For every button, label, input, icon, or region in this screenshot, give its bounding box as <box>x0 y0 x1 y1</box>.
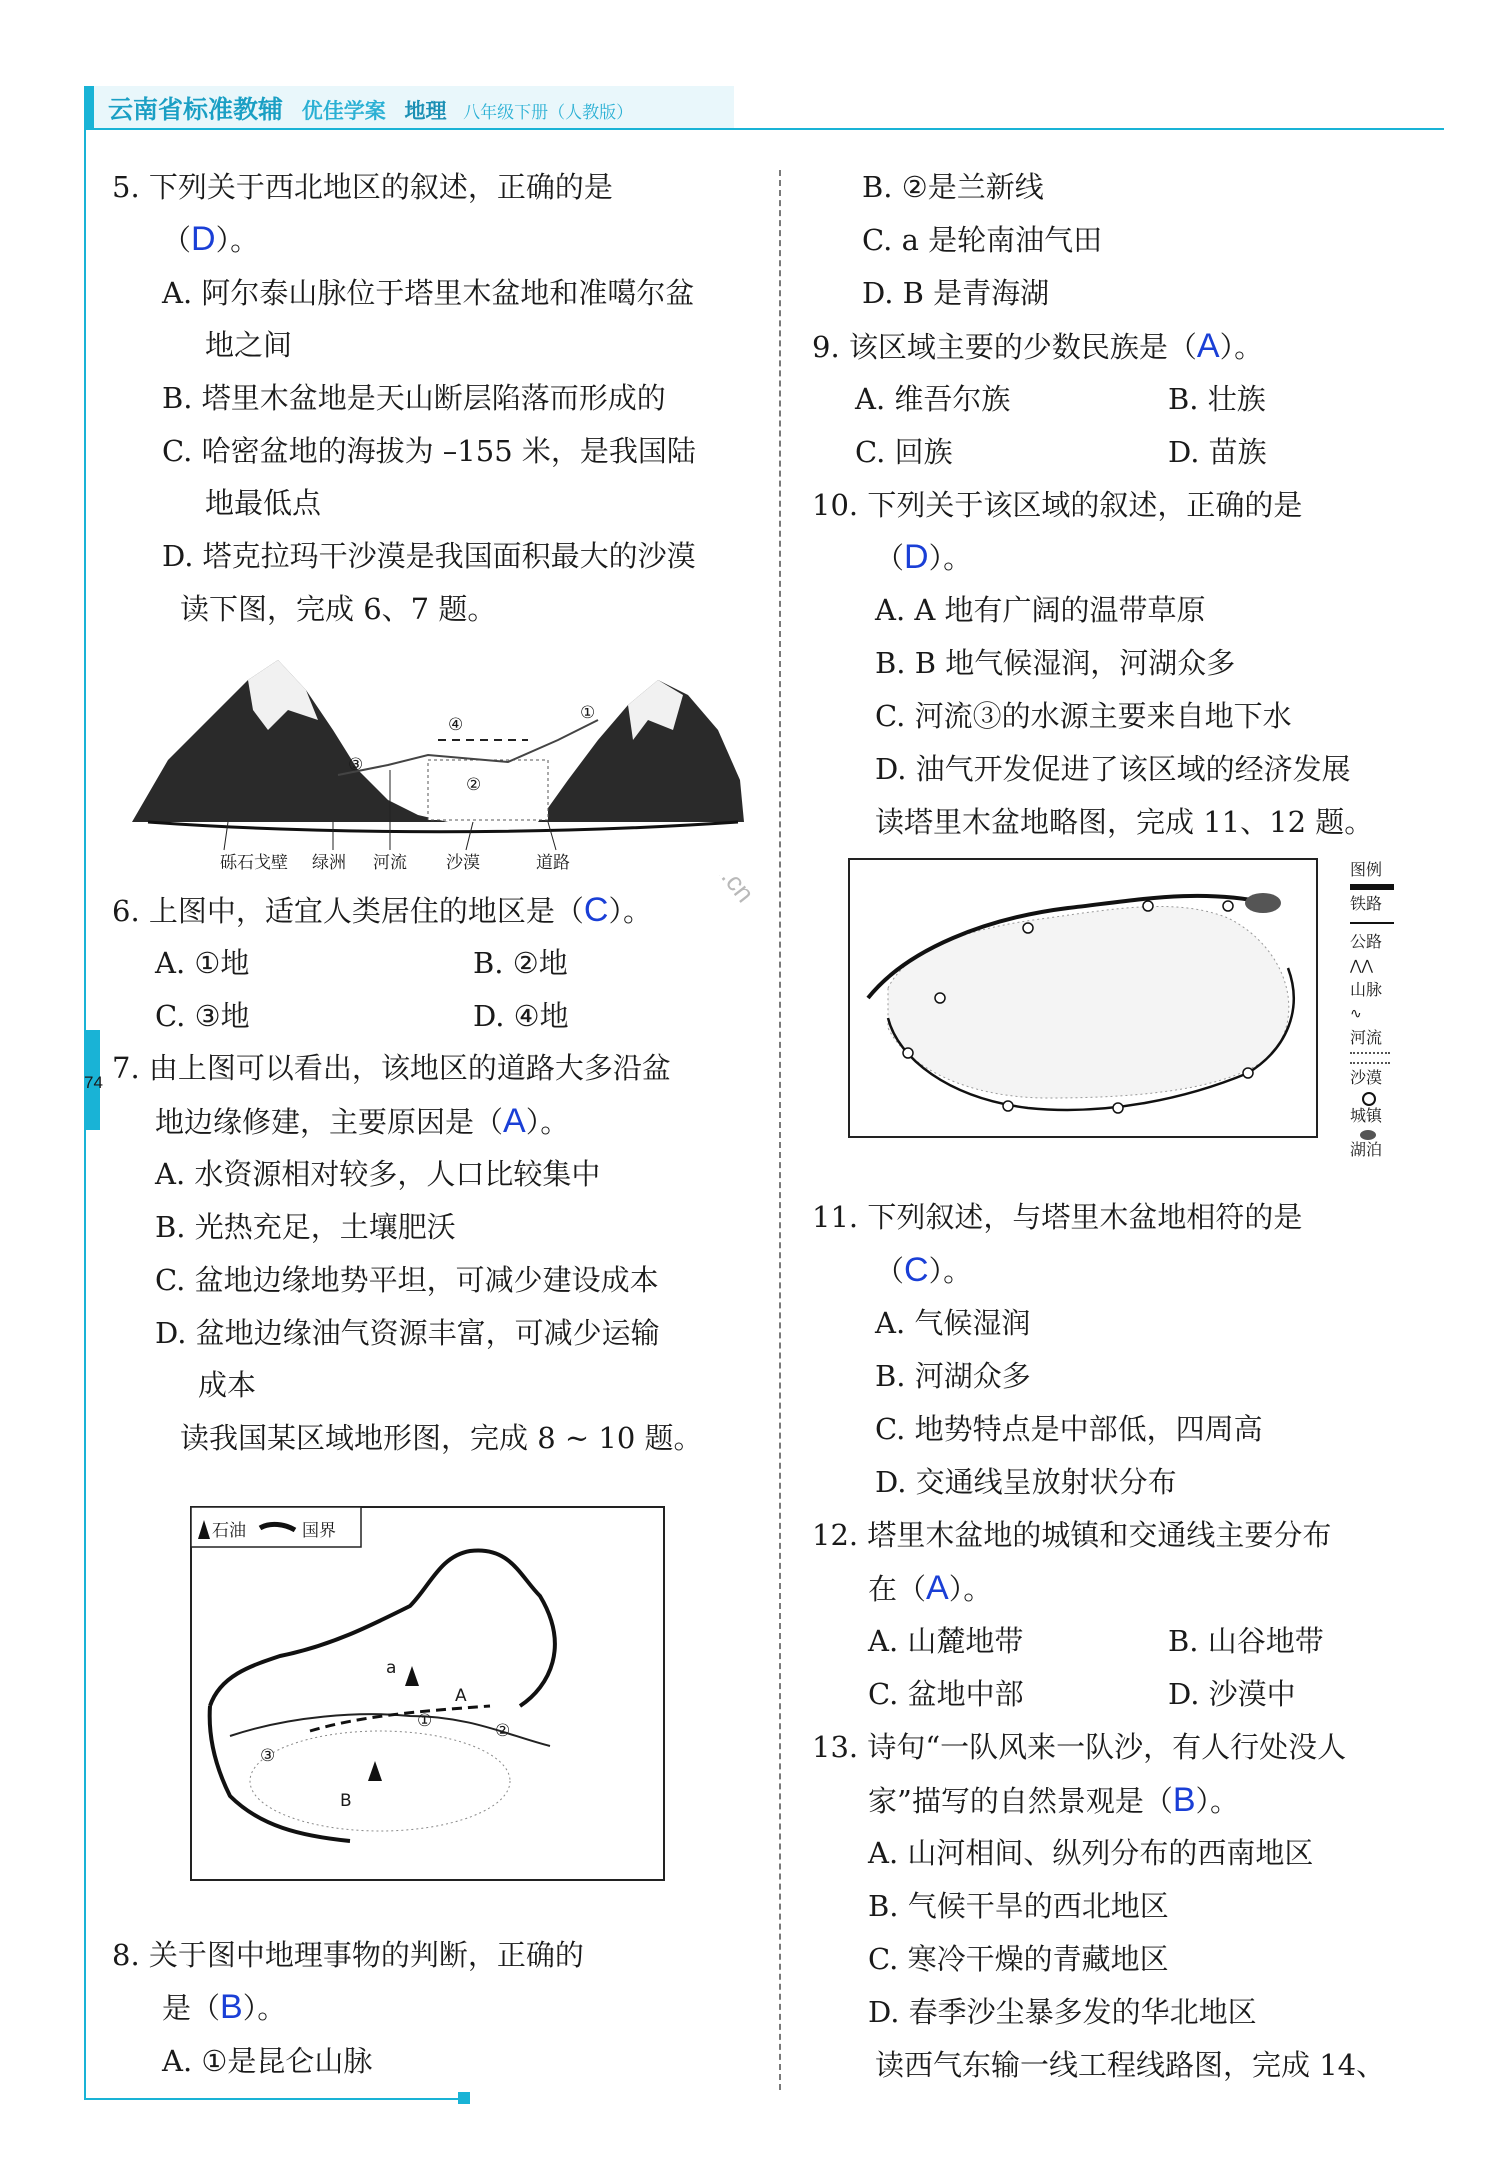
q10-option-d: D. 油气开发促进了该区域的经济发展 <box>875 752 1351 786</box>
q10-answer-line: （D）。 <box>875 538 973 576</box>
town-marker <box>1023 923 1033 933</box>
legend-title: 图例 <box>1350 860 1383 879</box>
q6-option-a: A. ①地 <box>155 946 250 980</box>
landscape-figure <box>128 650 748 875</box>
q7-option-a: A. 水资源相对较多，人口比较集中 <box>155 1157 601 1191</box>
legend-oil: 石油 <box>212 1521 246 1541</box>
q11-option-a: A. 气候湿润 <box>875 1306 1031 1340</box>
q8-option-c: C. a 是轮南油气田 <box>862 223 1103 257</box>
q10-answer: D <box>904 538 929 576</box>
label-road: 道路 <box>536 853 570 873</box>
read-instruction-2: 读我国某区域地形图，完成 8 ~ 10 题。 <box>180 1421 703 1455</box>
label-oasis: 绿洲 <box>312 853 346 873</box>
q5-option-a: A. 阿尔泰山脉位于塔里木盆地和准噶尔盆 <box>162 276 695 310</box>
marker-2-map: ② <box>495 1721 511 1741</box>
town-marker <box>1223 901 1233 911</box>
label-desert: 沙漠 <box>446 853 480 873</box>
q8-option-b: B. ②是兰新线 <box>862 170 1044 204</box>
legend-border: 国界 <box>302 1521 336 1541</box>
q6-option-b: B. ②地 <box>473 946 568 980</box>
q7-option-c: C. 盆地边缘地势平坦，可减少建设成本 <box>155 1263 659 1297</box>
q10-option-c: C. 河流③的水源主要来自地下水 <box>875 699 1292 733</box>
label-big-b: B <box>340 1791 352 1811</box>
q12-option-b: B. 山谷地带 <box>1168 1624 1324 1658</box>
legend-rail: 铁路 <box>1350 894 1383 913</box>
q5-option-a-cont: 地之间 <box>205 328 293 362</box>
q11-answer: C <box>904 1251 929 1289</box>
leader-road <box>548 822 556 850</box>
q6-option-d: D. ④地 <box>473 999 569 1033</box>
q11-option-c: C. 地势特点是中部低，四周高 <box>875 1412 1263 1446</box>
q12-stem-cont: 在（A）。 <box>868 1569 993 1607</box>
q11-answer-line: （C）。 <box>875 1251 973 1289</box>
town-icon <box>1362 1092 1376 1106</box>
q5-option-b: B. 塔里木盆地是天山断层陷落而形成的 <box>162 381 666 415</box>
mountain-icon: ⋀⋀ <box>1350 958 1373 974</box>
q8-option-a: A. ①是昆仑山脉 <box>162 2044 373 2078</box>
q6-option-c: C. ③地 <box>155 999 250 1033</box>
q8-answer: B <box>220 1988 243 2026</box>
q11-option-b: B. 河湖众多 <box>875 1359 1031 1393</box>
legend-lake: 湖泊 <box>1350 1140 1383 1159</box>
watermark: zyjl.cn <box>692 832 761 908</box>
q8-stem-cont: 是（B）。 <box>162 1988 287 2026</box>
q13-stem-cont: 家”描写的自然景观是（B）。 <box>868 1781 1240 1819</box>
column-divider <box>779 170 781 2090</box>
q12-option-a: A. 山麓地带 <box>868 1624 1024 1658</box>
legend-desert: 沙漠 <box>1350 1068 1383 1087</box>
q7-option-b: B. 光热充足，土壤肥沃 <box>155 1210 456 1244</box>
book-subject: 地理 <box>404 99 447 123</box>
q5-stem: 5. 下列关于西北地区的叙述，正确的是 <box>112 170 613 204</box>
header-rule <box>84 128 1444 130</box>
q12-option-c: C. 盆地中部 <box>868 1677 1024 1711</box>
q7-option-d: D. 盆地边缘油气资源丰富，可减少运输 <box>155 1316 660 1350</box>
legend-town: 城镇 <box>1350 1106 1383 1125</box>
town-marker <box>1143 901 1153 911</box>
legend-road: 公路 <box>1350 932 1383 951</box>
town-marker <box>1003 1101 1013 1111</box>
marker-4: ④ <box>448 715 464 735</box>
marker-3: ③ <box>348 755 364 775</box>
q5-option-c: C. 哈密盆地的海拔为 –155 米，是我国陆 <box>162 434 696 468</box>
label-river: 河流 <box>373 853 407 873</box>
q12-stem: 12. 塔里木盆地的城镇和交通线主要分布 <box>812 1518 1332 1552</box>
label-big-a: A <box>455 1686 467 1706</box>
header-title <box>108 90 633 126</box>
label-a: a <box>386 1658 397 1678</box>
q9-option-d: D. 苗族 <box>1168 435 1267 469</box>
q7-answer: A <box>503 1102 526 1140</box>
legend-mount: 山脉 <box>1350 980 1383 999</box>
q9-option-c: C. 回族 <box>855 435 953 469</box>
q9-answer: A <box>1196 327 1220 365</box>
town-marker <box>1113 1103 1123 1113</box>
q5-answer: D <box>191 220 216 258</box>
q5-answer-line: （D）。 <box>162 220 260 258</box>
q11-stem: 11. 下列叙述，与塔里木盆地相符的是 <box>812 1200 1303 1234</box>
town-marker <box>1243 1068 1253 1078</box>
page-number: 74 <box>84 1073 103 1092</box>
read-instruction-1: 读下图，完成 6、7 题。 <box>180 592 497 626</box>
q9-option-b: B. 壮族 <box>1168 382 1266 416</box>
leader-desert <box>466 822 473 850</box>
town-marker <box>935 993 945 1003</box>
book-grade: 八年级下册（人教版） <box>463 103 634 123</box>
road-icon <box>1350 922 1394 924</box>
q12-option-d: D. 沙漠中 <box>1168 1677 1296 1711</box>
q13-option-a: A. 山河相间、纵列分布的西南地区 <box>868 1836 1314 1870</box>
q10-option-b: B. B 地气候湿润，河湖众多 <box>875 646 1236 680</box>
ground-line <box>148 822 738 832</box>
bottom-marker <box>458 2092 470 2104</box>
q5-option-d: D. 塔克拉玛干沙漠是我国面积最大的沙漠 <box>162 539 696 573</box>
q13-option-b: B. 气候干旱的西北地区 <box>868 1889 1169 1923</box>
book-series: 优佳学案 <box>301 99 386 123</box>
q7-stem: 7. 由上图可以看出，该地区的道路大多沿盆 <box>112 1051 671 1085</box>
q13-option-d: D. 春季沙尘暴多发的华北地区 <box>868 1995 1257 2029</box>
q6-answer: C <box>583 891 609 929</box>
q10-stem: 10. 下列关于该区域的叙述，正确的是 <box>812 488 1303 522</box>
marker-3-map: ③ <box>260 1746 276 1766</box>
q13-stem: 13. 诗句“一队风来一队沙，有人行处没人 <box>812 1730 1347 1764</box>
bosten-lake <box>1245 893 1281 913</box>
book-title: 云南省标准教辅 <box>108 95 284 124</box>
marker-1-map: ① <box>417 1711 433 1731</box>
desert-area <box>428 760 548 820</box>
q6-stem: 6. 上图中，适宜人类居住的地区是（C）。 <box>112 891 652 929</box>
q5-option-c-cont: 地最低点 <box>205 486 322 520</box>
q10-option-a: A. A 地有广阔的温带草原 <box>875 593 1206 627</box>
tarim-basin-map <box>848 858 1318 1138</box>
q13-answer: B <box>1172 1781 1196 1819</box>
read-instruction-3: 读塔里木盆地略图，完成 11、12 题。 <box>875 805 1374 839</box>
q13-option-c: C. 寒冷干燥的青藏地区 <box>868 1942 1169 1976</box>
label-gobi: 砾石戈壁 <box>220 853 288 873</box>
lake-icon <box>1360 1130 1376 1140</box>
q8-stem: 8. 关于图中地理事物的判断，正确的 <box>112 1938 584 1972</box>
legend-river: 河流 <box>1350 1028 1383 1047</box>
q9-stem: 9. 该区域主要的少数民族是（A）。 <box>812 327 1264 365</box>
tarim-legend <box>1350 860 1410 1160</box>
q8-option-d: D. B 是青海湖 <box>862 276 1050 310</box>
q12-answer: A <box>926 1569 949 1607</box>
q7-option-d-cont: 成本 <box>198 1368 257 1402</box>
regional-map <box>190 1506 665 1881</box>
read-instruction-4: 读西气东输一线工程线路图，完成 14、 <box>875 2048 1386 2082</box>
q7-stem-cont: 地边缘修建，主要原因是（A）。 <box>155 1102 570 1140</box>
town-marker <box>903 1048 913 1058</box>
marker-2: ② <box>466 775 482 795</box>
q9-option-a: A. 维吾尔族 <box>855 382 1011 416</box>
q11-option-d: D. 交通线呈放射状分布 <box>875 1465 1177 1499</box>
bottom-rule <box>84 2098 464 2100</box>
rail-icon <box>1350 884 1394 890</box>
river-icon: ∿ <box>1350 1006 1362 1022</box>
marker-1: ① <box>580 703 596 723</box>
desert-icon <box>1350 1052 1390 1064</box>
